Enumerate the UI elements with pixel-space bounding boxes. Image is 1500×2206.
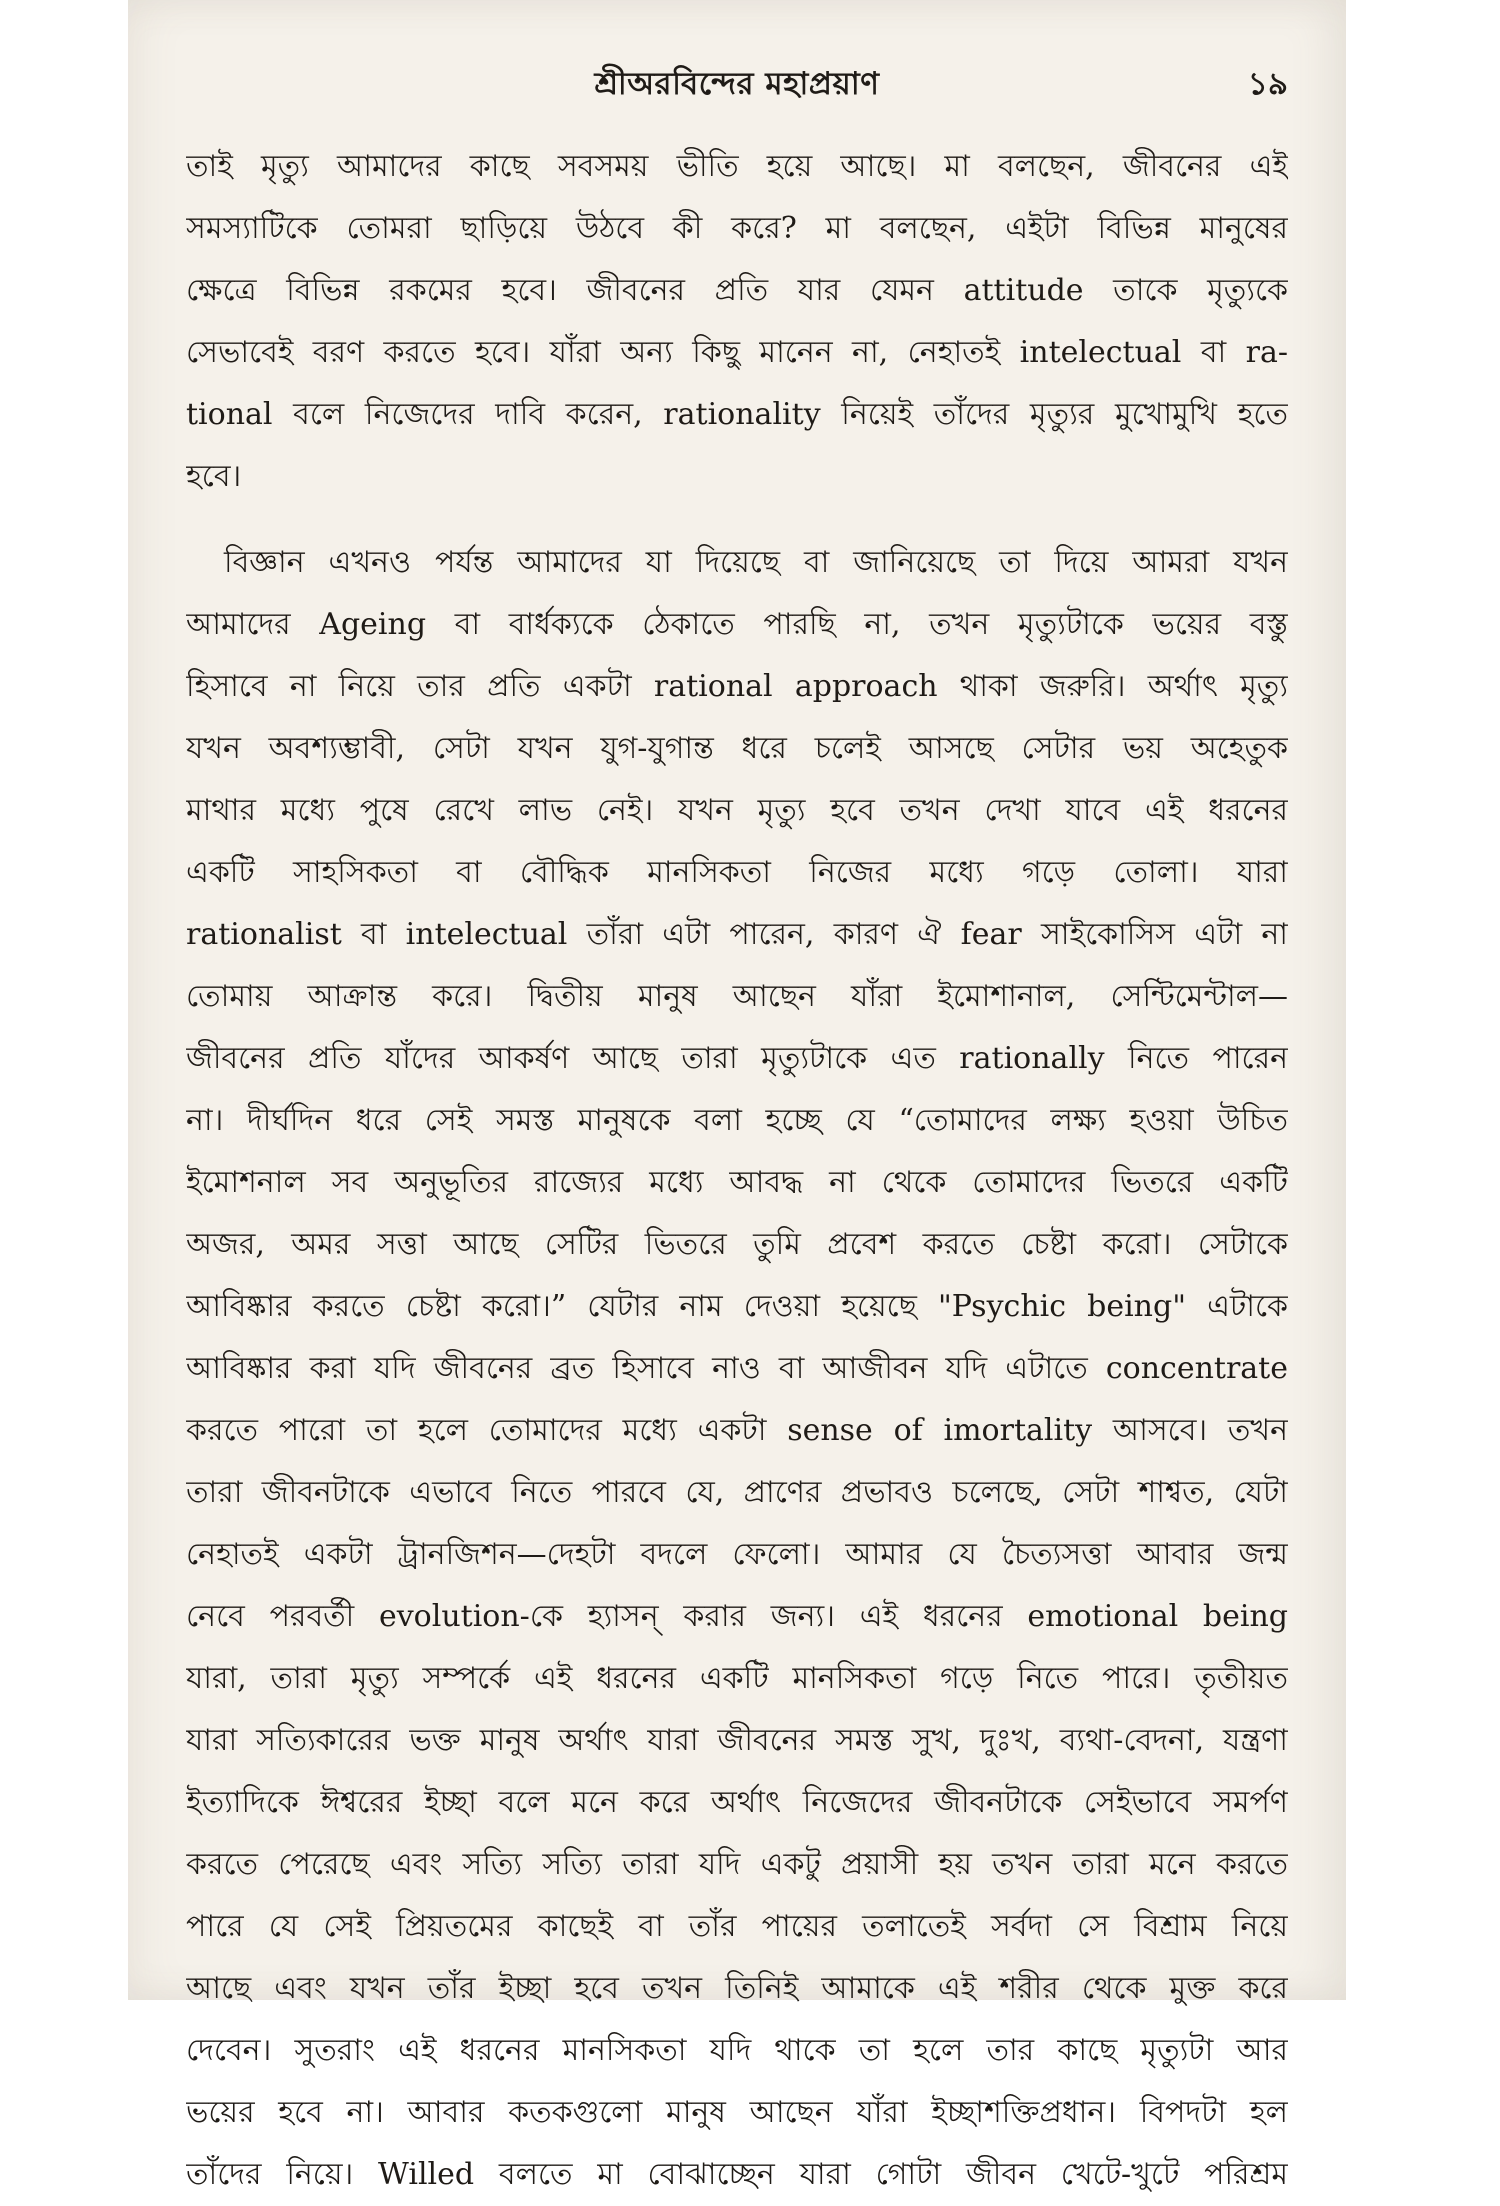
paragraph-2 — [186, 532, 1288, 2206]
text-line: পারে যে সেই প্রিয়তমের কাছেই বা তাঁর পায়ের তলাতেই সর্বদা সে বিশ্রাম নিয়ে — [186, 1909, 1288, 1944]
paragraph-1 — [186, 136, 1288, 508]
text-line: হবে। — [186, 459, 242, 494]
text-line: সমস্যাটিকে তোমরা ছাড়িয়ে উঠবে কী করে? মা বলছেন, এইটা বিভিন্ন মানুষের — [186, 211, 1288, 246]
text-line: তারা জীবনটাকে এভাবে নিতে পারবে যে, প্রাণের প্রভাবও চলেছে, সেটা শাশ্বত, যেটা — [186, 1475, 1288, 1510]
paragraph-spacer — [186, 508, 1288, 532]
text-line: হিসাবে না নিয়ে তার প্রতি একটা rational approach থাকা জরুরি। অর্থাৎ মৃত্যু — [186, 669, 1288, 704]
page-header — [186, 48, 1288, 108]
text-line: অজর, অমর সত্তা আছে সেটির ভিতরে তুমি প্রবেশ করতে চেষ্টা করো। সেটাকে — [186, 1227, 1288, 1262]
text-line: আবিষ্কার করতে চেষ্টা করো।” যেটার নাম দেওয়া হয়েছে "Psychic being" এটাকে — [186, 1289, 1288, 1324]
text-line: আছে এবং যখন তাঁর ইচ্ছা হবে তখন তিনিই আমাকে এই শরীর থেকে মুক্ত করে — [186, 1971, 1288, 2006]
text-line: বিজ্ঞান এখনও পর্যন্ত আমাদের যা দিয়েছে বা জানিয়েছে তা দিয়ে আমরা যখন — [224, 545, 1288, 580]
text-line: তোমায় আক্রান্ত করে। দ্বিতীয় মানুষ আছেন যাঁরা ইমোশানাল, সেন্টিমেন্টাল— — [186, 979, 1288, 1014]
text-line: না। দীর্ঘদিন ধরে সেই সমস্ত মানুষকে বলা হচ্ছে যে “তোমাদের লক্ষ্য হওয়া উচিত — [186, 1103, 1288, 1138]
text-line: ইমোশনাল সব অনুভূতির রাজ্যের মধ্যে আবদ্ধ না থেকে তোমাদের ভিতরে একটি — [186, 1165, 1288, 1200]
text-line: যখন অবশ্যম্ভাবী, সেটা যখন যুগ-যুগান্ত ধরে চলেই আসছে সেটার ভয় অহেতুক — [186, 731, 1288, 766]
text-line: জীবনের প্রতি যাঁদের আকর্ষণ আছে তারা মৃত্যুটাকে এত rationally নিতে পারেন — [186, 1041, 1288, 1076]
page-number: ১৯ — [1247, 66, 1288, 102]
text-line: আমাদের Ageing বা বার্ধক্যকে ঠেকাতে পারছি না, তখন মৃত্যুটাকে ভয়ের বস্তু — [186, 607, 1288, 642]
text-line: ক্ষেত্রে বিভিন্ন রকমের হবে। জীবনের প্রতি যার যেমন attitude তাকে মৃত্যুকে — [186, 273, 1288, 308]
text-line: তাই মৃত্যু আমাদের কাছে সবসময় ভীতি হয়ে আছে। মা বলছেন, জীবনের এই — [186, 149, 1288, 184]
text-line: একটি সাহসিকতা বা বৌদ্ধিক মানসিকতা নিজের মধ্যে গড়ে তোলা। যারা — [186, 855, 1288, 890]
text-line: যারা সত্যিকারের ভক্ত মানুষ অর্থাৎ যারা জীবনের সমস্ত সুখ, দুঃখ, ব্যথা-বেদনা, যন্ত্রণা — [186, 1723, 1288, 1758]
running-title: শ্রীঅরবিন্দের মহাপ্রয়াণ — [594, 66, 880, 102]
text-line: ভয়ের হবে না। আবার কতকগুলো মানুষ আছেন যাঁরা ইচ্ছাশক্তিপ্রধান। বিপদটা হল — [186, 2095, 1288, 2130]
book-page — [128, 0, 1346, 2192]
text-line: নেবে পরবর্তী evolution-কে হ্যাসন্ করার জন্য। এই ধরনের emotional being — [186, 1599, 1288, 1634]
text-line: সেভাবেই বরণ করতে হবে। যাঁরা অন্য কিছু মানেন না, নেহাতই intelectual বা ra- — [186, 335, 1288, 370]
text-line: দেবেন। সুতরাং এই ধরনের মানসিকতা যদি থাকে তা হলে তার কাছে মৃত্যুটা আর — [186, 2033, 1288, 2068]
text-line: মাথার মধ্যে পুষে রেখে লাভ নেই। যখন মৃত্যু হবে তখন দেখা যাবে এই ধরনের — [186, 793, 1288, 828]
text-line: tional বলে নিজেদের দাবি করেন, rationality নিয়েই তাঁদের মৃত্যুর মুখোমুখি হতে — [186, 397, 1288, 432]
body-text — [186, 136, 1288, 2206]
text-line: করতে পারো তা হলে তোমাদের মধ্যে একটা sense of imortality আসবে। তখন — [186, 1413, 1288, 1448]
text-line: নেহাতই একটা ট্রানজিশন—দেহটা বদলে ফেলো। আমার যে চৈত্যসত্তা আবার জন্ম — [186, 1537, 1288, 1572]
text-line: rationalist বা intelectual তাঁরা এটা পারেন, কারণ ঐ fear সাইকোসিস এটা না — [186, 917, 1288, 952]
text-line: তাঁদের নিয়ে। Willed বলতে মা বোঝাচ্ছেন যারা গোটা জীবন খেটে-খুটে পরিশ্রম — [186, 2157, 1288, 2192]
text-line: আবিষ্কার করা যদি জীবনের ব্রত হিসাবে নাও বা আজীবন যদি এটাতে concentrate — [186, 1351, 1288, 1386]
text-line: করতে পেরেছে এবং সত্যি সত্যি তারা যদি একটু প্রয়াসী হয় তখন তারা মনে করতে — [186, 1847, 1288, 1882]
text-line: যারা, তারা মৃত্যু সম্পর্কে এই ধরনের একটি মানসিকতা গড়ে নিতে পারে। তৃতীয়ত — [186, 1661, 1288, 1696]
text-line: ইত্যাদিকে ঈশ্বরের ইচ্ছা বলে মনে করে অর্থাৎ নিজেদের জীবনটাকে সেইভাবে সমর্পণ — [186, 1785, 1288, 1820]
